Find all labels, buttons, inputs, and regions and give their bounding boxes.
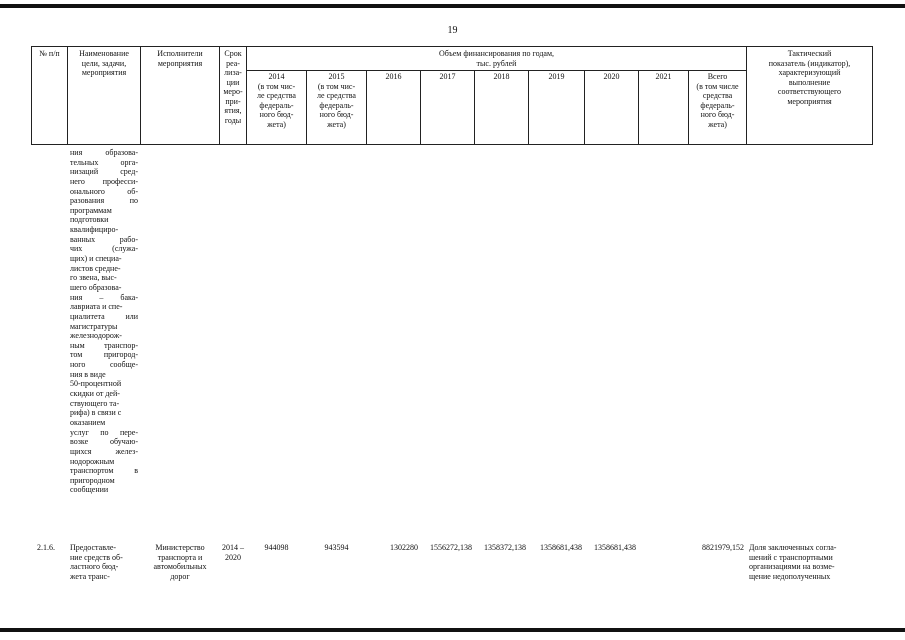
row-total: 8821979,152 [702, 543, 744, 552]
header-executors: Исполнители мероприятия [157, 49, 203, 68]
header-2017: 2017 [439, 72, 456, 81]
header-indicator: Тактический показатель (индикатор), характеризующий выполнение соответствующего мероприятия [768, 49, 851, 106]
header-2021: 2021 [655, 72, 672, 81]
header-funding: Объем финансирования по годам, тыс. рублей [438, 49, 555, 68]
row-value-2019: 1358681,438 [540, 543, 582, 552]
header-2018: 2018 [493, 72, 510, 81]
header-2019: 2019 [548, 72, 565, 81]
header-2020: 2020 [603, 72, 620, 81]
row-term: 2014 – 2020 [222, 543, 244, 562]
row-name: Предоставле- ние средств об- ластного бюд- жета транс- [70, 543, 123, 581]
row-value-2014: 944098 [264, 543, 289, 552]
page-number: 19 [447, 25, 458, 36]
row-value-2016: 1302280 [390, 543, 418, 552]
header-2016: 2016 [385, 72, 402, 81]
header-num: № п/п [39, 49, 60, 58]
continuation-text: ния образова- тельных орга- низаций сред- него професси- онального об- разования по программам подготовки квалифициро- ванных рабо- чих (служа- щих) и специа- листов средне- го звена, выс- шего образова- ния – бака- лавриата и спе- циалитета или магистратуры железнодорож- ным транспор- том пригород- ного сообще- ния в виде 50-процентной скидки от дей- ствующего та- рифа) в связи с оказанием услуг по пере- возке обучаю- щихся желез- нодорожным транспортом в пригородном сообщении [70, 148, 138, 495]
row-value-2017: 1556272,138 [430, 543, 472, 552]
row-number: 2.1.6. [37, 543, 55, 552]
header-2015: 2015 (в том чис- ле средства федераль- ного бюд- жета) [317, 72, 356, 129]
header-term: Срок реа- лиза- ции меро- при- ятия, годы [223, 49, 243, 125]
row-value-2020: 1358681,438 [594, 543, 636, 552]
row-value-2018: 1358372,138 [484, 543, 526, 552]
row-indicator: Доля заключенных согла- шений с транспортными организациями на возме- щение недополученных [749, 543, 837, 581]
bottom-rule [0, 628, 905, 632]
row-value-2015: 943594 [324, 543, 349, 552]
header-name: Наименование цели, задачи, мероприятия [79, 49, 129, 77]
header-2014: 2014 (в том чис- ле средства федераль- ного бюд- жета) [257, 72, 296, 129]
top-rule [0, 4, 905, 8]
header-total: Всего (в том числе средства федераль- ного бюд- жета) [696, 72, 739, 129]
row-executor: Министерство транспорта и автомобильных дорог [153, 543, 207, 581]
